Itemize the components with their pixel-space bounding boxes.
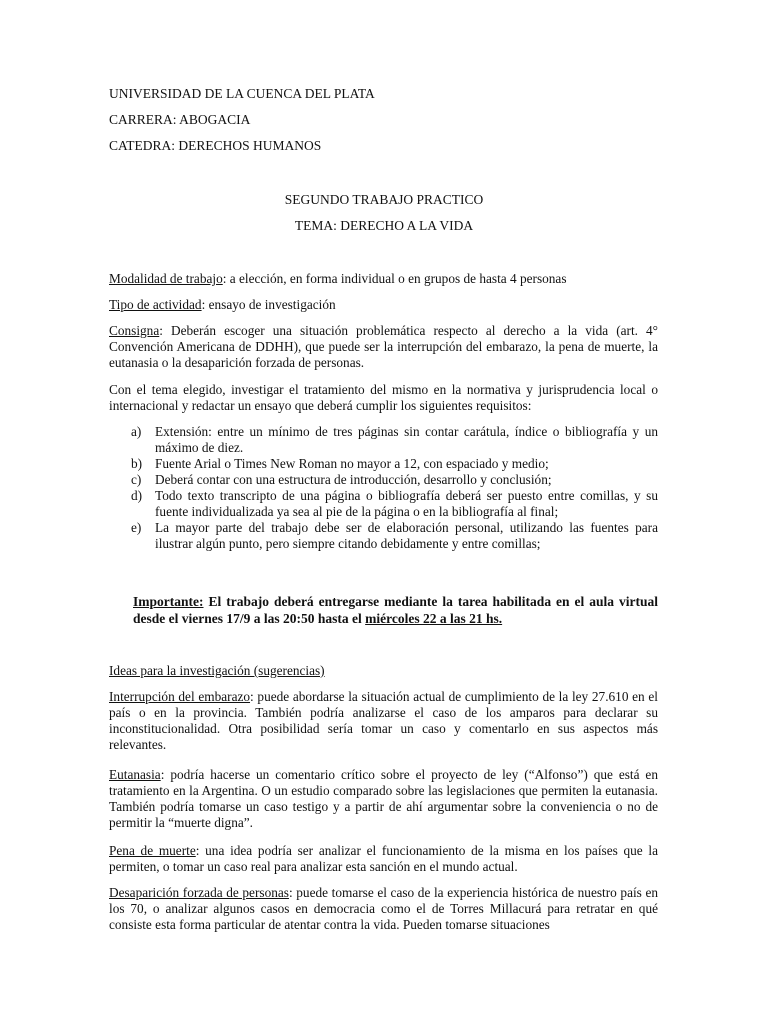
- idea-disappearance-paragraph: [109, 885, 658, 933]
- requirement-marker: c): [131, 472, 142, 487]
- idea-disappearance-text: : puede tomarse el caso de la experiencia histórica de nuestro país en los 70, o analizar algunos casos en democracia como el de Torres Millacurá para retratar en qué consiste esta forma particular de atentar contra la vida. Pueden tomarse situaciones: [109, 885, 659, 932]
- requirement-item: [109, 472, 658, 488]
- important-notice: [133, 593, 658, 627]
- important-label: Importante:: [133, 594, 204, 609]
- requirement-marker: b): [131, 456, 143, 471]
- requirement-marker: d): [131, 488, 143, 503]
- activity-label: Tipo de actividad: [109, 297, 202, 312]
- requirement-text: Deberá contar con una estructura de introducción, desarrollo y conclusión;: [155, 472, 552, 487]
- requirement-text: Fuente Arial o Times New Roman no mayor a 12, con espaciado y medio;: [155, 456, 549, 471]
- idea-death-penalty-paragraph: [109, 843, 658, 875]
- modality-label: Modalidad de trabajo: [109, 271, 223, 286]
- requirement-item: [109, 456, 658, 472]
- idea-euthanasia-paragraph: [109, 767, 658, 831]
- requirement-marker: a): [131, 424, 142, 439]
- idea-euthanasia-text: : podría hacerse un comentario crítico sobre el proyecto de ley (“Alfonso”) que está en tratamiento en la Argentina. O un estudio comparado sobre las legislaciones que permiten la eutanasia. También podría tomarse un caso testigo y a partir de ahí argumentar sobre la conveniencia o no de permitir la “muerte digna”.: [109, 767, 658, 830]
- requirement-item: [109, 424, 658, 456]
- chair-line: CATEDRA: DERECHOS HUMANOS: [109, 138, 322, 153]
- idea-death-penalty-text: : una idea podría ser analizar el funcionamiento de la misma en los países que la permiten, o tomar un caso real para analizar esta sanción en el mundo actual.: [109, 843, 658, 874]
- career-line: CARRERA: ABOGACIA: [109, 112, 251, 127]
- instruction-label: Consigna: [109, 323, 160, 338]
- idea-abortion-paragraph: [109, 689, 658, 753]
- research-paragraph: Con el tema elegido, investigar el tratamiento del mismo en la normativa y jurisprudencia local o internacional y redactar un ensayo que deberá cumplir los siguientes requisitos:: [109, 382, 658, 413]
- important-text: El trabajo deberá entregarse mediante la tarea habilitada en el aula virtual desde el viernes 17/9 a las 20:50 hasta el: [133, 594, 658, 626]
- modality-text: : a elección, en forma individual o en grupos de hasta 4 personas: [222, 271, 567, 286]
- instruction-paragraph: [109, 323, 658, 371]
- deadline-text: miércoles 22 a las 21 hs.: [365, 611, 503, 626]
- modality-paragraph: [109, 271, 658, 287]
- assignment-title: SEGUNDO TRABAJO PRACTICO: [284, 192, 484, 207]
- requirement-text: La mayor parte del trabajo debe ser de elaboración personal, utilizando las fuentes para ilustrar algún punto, pero siempre citando debidamente y entre comillas;: [155, 520, 658, 551]
- requirement-text: Extensión: entre un mínimo de tres páginas sin contar carátula, índice o bibliografía y un máximo de diez.: [155, 424, 658, 455]
- activity-text: : ensayo de investigación: [201, 297, 336, 312]
- requirement-item: [109, 520, 658, 552]
- requirement-item: [109, 488, 658, 520]
- idea-abortion-text: : puede abordarse la situación actual de cumplimiento de la ley 27.610 en el país o en la provincia. También podría analizarse el caso de los amparos para declarar su inconstitucionalidad. Otra posibilidad sería tomar un caso y comentarlo en sus aspectos más relevantes.: [109, 689, 658, 752]
- ideas-heading-text: Ideas para la investigación (sugerencias): [109, 663, 325, 678]
- university-line: UNIVERSIDAD DE LA CUENCA DEL PLATA: [109, 86, 375, 101]
- idea-death-penalty-label: Pena de muerte: [109, 843, 196, 858]
- ideas-heading: [109, 663, 658, 679]
- idea-euthanasia-label: Eutanasia: [109, 767, 161, 782]
- requirement-text: Todo texto transcripto de una página o bibliografía deberá ser puesto entre comillas, y su fuente individualizada ya sea al pie de la página o en la bibliografía al final;: [155, 488, 658, 519]
- idea-disappearance-label: Desaparición forzada de personas: [109, 885, 289, 900]
- idea-abortion-label: Interrupción del embarazo: [109, 689, 251, 704]
- instruction-text: : Deberán escoger una situación problemática respecto al derecho a la vida (art. 4° Convención Americana de DDHH), que puede ser la interrupción del embarazo, la pena de muerte, la eutanasia o la desaparición forzada de personas.: [109, 323, 658, 370]
- topic-title: TEMA: DERECHO A LA VIDA: [294, 218, 474, 233]
- activity-paragraph: [109, 297, 658, 313]
- requirements-list: [109, 424, 658, 552]
- requirement-marker: e): [131, 520, 142, 535]
